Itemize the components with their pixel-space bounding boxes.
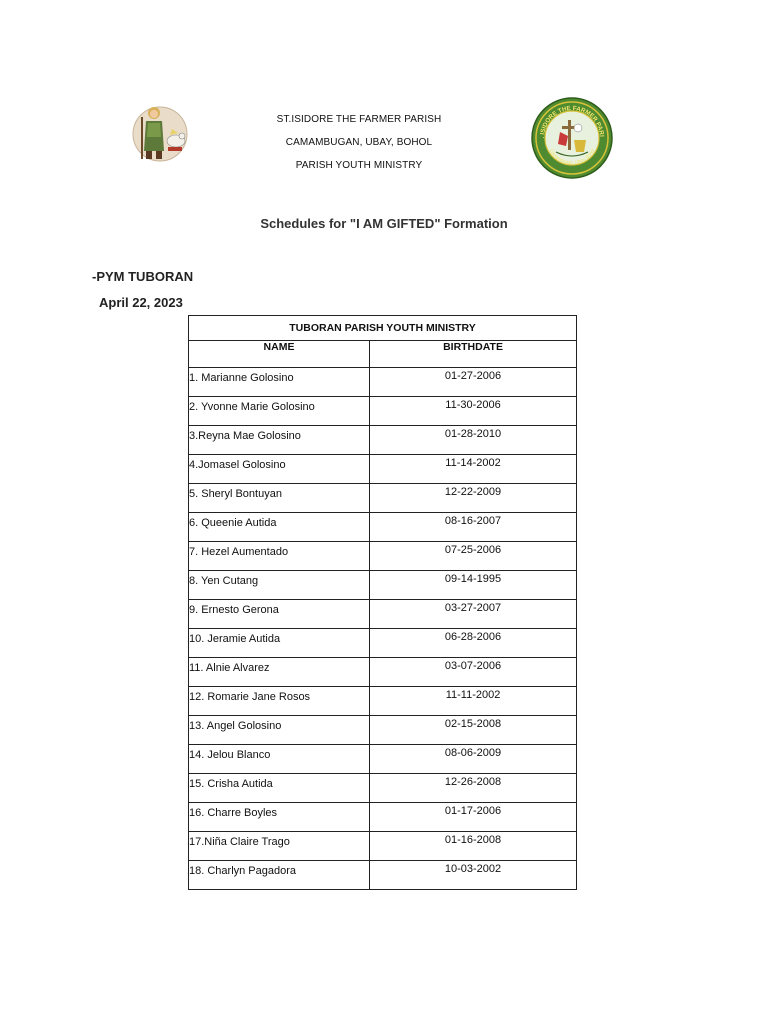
table-row: [189, 600, 577, 629]
birthdate-cell: [370, 368, 577, 397]
birthdate-cell: [370, 774, 577, 803]
name-cell: [189, 774, 370, 803]
table-row: [189, 774, 577, 803]
group-label: -PYM TUBORAN: [92, 269, 194, 284]
table-row: [189, 629, 577, 658]
member-name: 9. Ernesto Gerona: [189, 604, 279, 616]
table-row: [189, 426, 577, 455]
member-name: 18. Charlyn Pagadora: [189, 865, 297, 877]
birthdate-cell: [370, 803, 577, 832]
table-row: [189, 861, 577, 890]
member-birthdate: 10-03-2002: [444, 863, 502, 875]
member-name: 7. Hezel Aumentado: [189, 546, 289, 558]
column-header-name: NAME: [189, 341, 370, 368]
member-name: 2. Yvonne Marie Golosino: [189, 401, 315, 413]
member-birthdate: 11-30-2006: [445, 399, 501, 411]
seal-bottom-text: Camambugan, Ubay, Bohol: [548, 148, 596, 166]
birthdate-cell: [370, 455, 577, 484]
name-cell: [189, 745, 370, 774]
birthdate-cell: [370, 426, 577, 455]
parish-address: CAMAMBUGAN, UBAY, BOHOL: [285, 137, 433, 148]
member-name: 1. Marianne Golosino: [189, 372, 294, 384]
member-birthdate: 01-16-2008: [444, 834, 502, 846]
name-cell: [189, 803, 370, 832]
birthdate-cell: [370, 571, 577, 600]
member-birthdate: 02-15-2008: [444, 718, 502, 730]
member-name: 16. Charre Boyles: [189, 807, 278, 819]
table-row: [189, 832, 577, 861]
name-cell: [189, 455, 370, 484]
saint-isidore-logo: [132, 103, 192, 165]
member-name: 8. Yen Cutang: [189, 575, 259, 587]
birthdate-cell: [370, 629, 577, 658]
member-birthdate: 01-28-2010: [444, 428, 502, 440]
member-birthdate: 11-14-2002: [445, 457, 501, 469]
table-row: [189, 687, 577, 716]
member-name: 15. Crisha Autida: [189, 778, 273, 790]
birthdate-cell: [370, 484, 577, 513]
name-cell: [189, 513, 370, 542]
parish-name: ST.ISIDORE THE FARMER PARISH: [276, 114, 442, 125]
member-birthdate: 06-28-2006: [444, 631, 502, 643]
roster-table: [188, 315, 577, 890]
member-birthdate: 09-14-1995: [444, 573, 502, 585]
birthdate-cell: [370, 542, 577, 571]
name-cell: [189, 658, 370, 687]
name-cell: [189, 600, 370, 629]
name-cell: [189, 629, 370, 658]
name-cell: [189, 861, 370, 890]
member-birthdate: 08-16-2007: [444, 515, 502, 527]
member-name: 10. Jeramie Autida: [189, 633, 281, 645]
birthdate-cell: [370, 687, 577, 716]
member-name: 3.Reyna Mae Golosino: [189, 430, 301, 442]
name-cell: [189, 368, 370, 397]
birthdate-cell: [370, 658, 577, 687]
member-birthdate: 01-17-2006: [444, 805, 502, 817]
member-birthdate: 03-07-2006: [444, 660, 502, 672]
birthdate-cell: [370, 513, 577, 542]
birthdate-cell: [370, 600, 577, 629]
table-row: [189, 484, 577, 513]
member-name: 4.Jomasel Golosino: [189, 459, 286, 471]
seal-text: . ISIDORE THE FARMER PARI: [538, 104, 605, 139]
birthdate-cell: [370, 861, 577, 890]
name-cell: [189, 687, 370, 716]
name-cell: [189, 716, 370, 745]
name-cell: [189, 484, 370, 513]
schedule-date: April 22, 2023: [99, 295, 183, 310]
table-row: [189, 542, 577, 571]
name-cell: [189, 542, 370, 571]
member-name: 5. Sheryl Bontuyan: [189, 488, 282, 500]
birthdate-cell: [370, 397, 577, 426]
member-birthdate: 08-06-2009: [444, 747, 502, 759]
member-birthdate: 11-11-2002: [445, 689, 501, 701]
name-cell: [189, 426, 370, 455]
table-row: [189, 803, 577, 832]
table-row: [189, 368, 577, 397]
name-cell: [189, 397, 370, 426]
table-row: [189, 455, 577, 484]
member-birthdate: 12-26-2008: [444, 776, 502, 788]
member-name: 6. Queenie Autida: [189, 517, 277, 529]
table-row: [189, 513, 577, 542]
member-name: 12. Romarie Jane Rosos: [189, 691, 311, 703]
table-row: [189, 397, 577, 426]
table-row: [189, 716, 577, 745]
name-cell: [189, 571, 370, 600]
member-name: 14. Jelou Blanco: [189, 749, 271, 761]
column-header-birthdate: BIRTHDATE: [370, 341, 577, 368]
member-name: 13. Angel Golosino: [189, 720, 282, 732]
birthdate-cell: [370, 716, 577, 745]
document-title: Schedules for "I AM GIFTED" Formation: [260, 216, 508, 231]
table-row: [189, 571, 577, 600]
table-row: [189, 745, 577, 774]
birthdate-cell: [370, 832, 577, 861]
member-name: 17.Niña Claire Trago: [189, 836, 290, 848]
table-row: [189, 658, 577, 687]
birthdate-cell: [370, 745, 577, 774]
ministry-name: PARISH YOUTH MINISTRY: [295, 160, 423, 171]
member-birthdate: 03-27-2007: [444, 602, 502, 614]
member-birthdate: 07-25-2006: [444, 544, 502, 556]
member-birthdate: 01-27-2006: [444, 370, 502, 382]
table-caption: TUBORAN PARISH YOUTH MINISTRY: [189, 316, 577, 341]
name-cell: [189, 832, 370, 861]
member-name: 11. Alnie Alvarez: [189, 662, 270, 674]
member-birthdate: 12-22-2009: [444, 486, 502, 498]
